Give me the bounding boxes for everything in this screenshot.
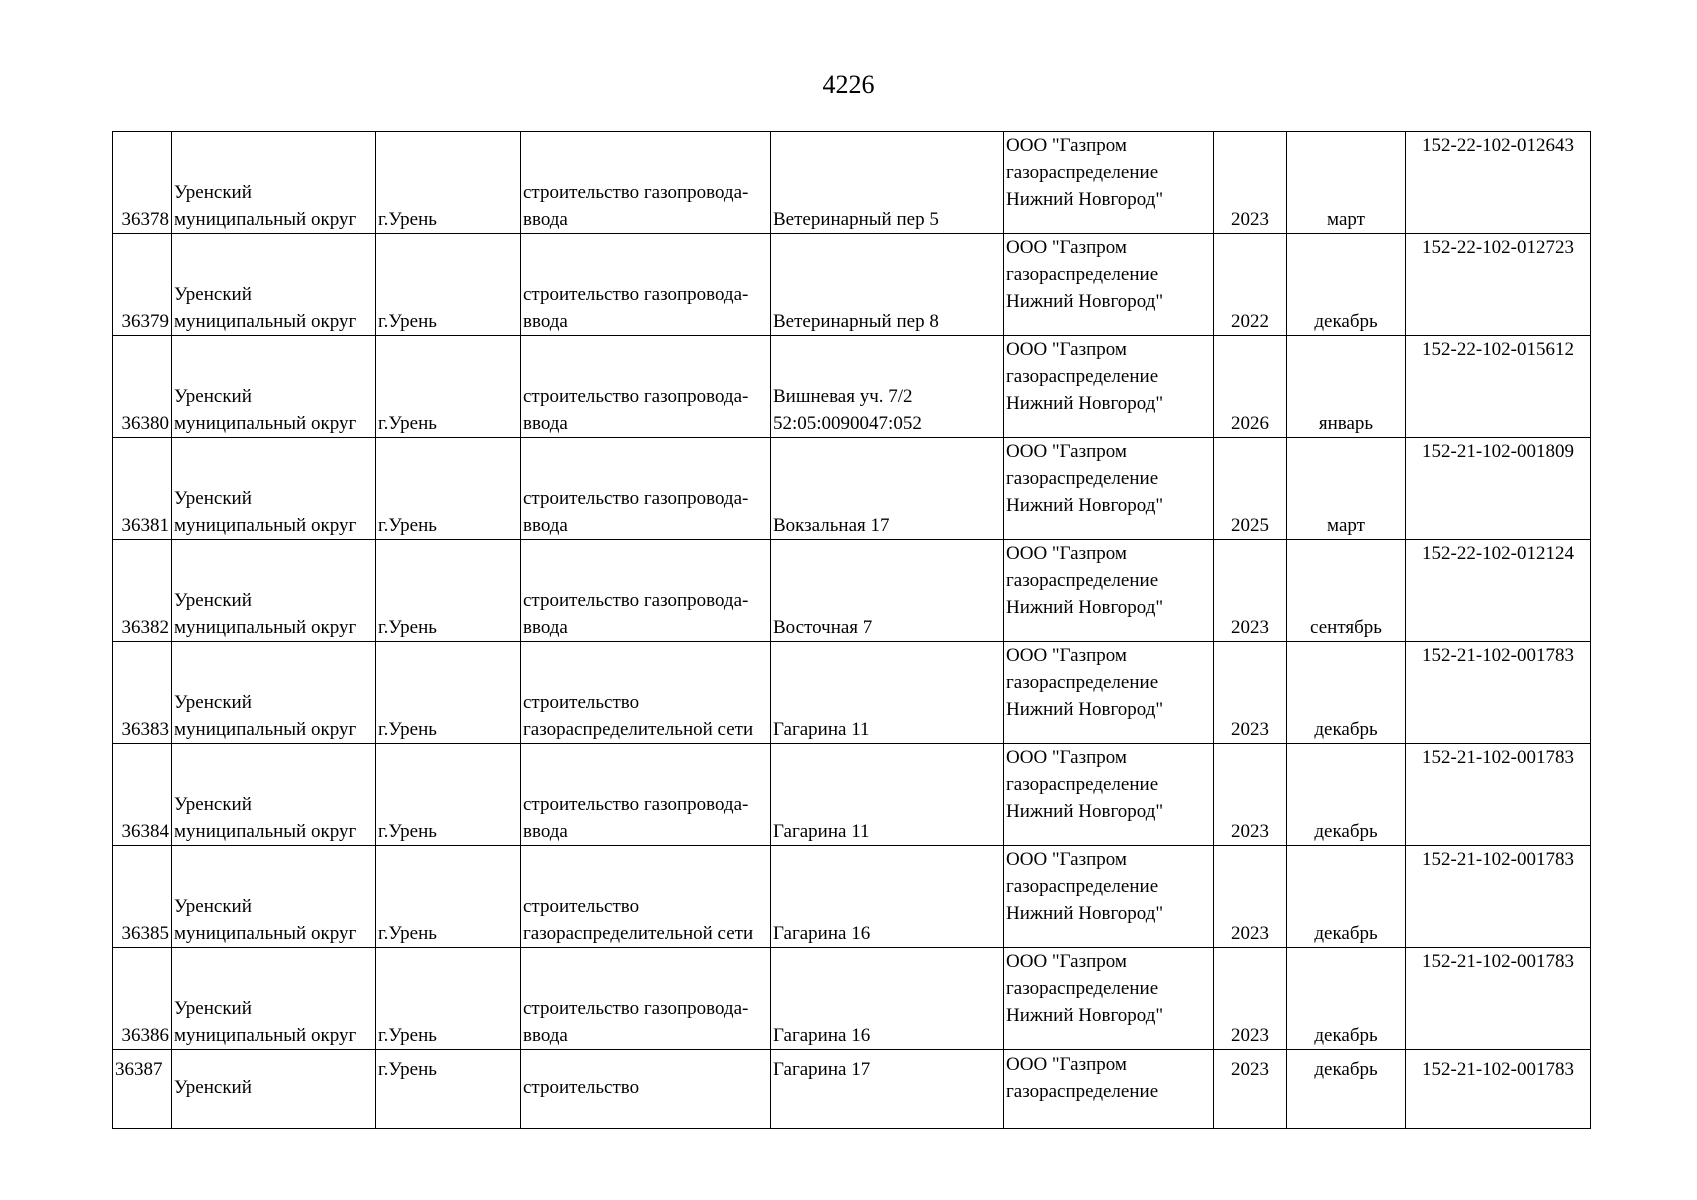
- organization-cell: [1004, 540, 1214, 642]
- row-number-cell: 36383: [113, 642, 172, 744]
- organization-line: ООО "Газпром: [1006, 645, 1127, 666]
- district-line: Уренский: [174, 284, 252, 305]
- district-line: Уренский: [174, 488, 252, 509]
- row-number-cell: 36382: [113, 540, 172, 642]
- organization-line: ООО "Газпром: [1006, 237, 1127, 258]
- table-row: [113, 948, 1591, 1050]
- district-cell: [172, 1050, 376, 1129]
- district-line: Уренский: [174, 1077, 252, 1098]
- district-line: Уренский: [174, 386, 252, 407]
- table-row: [113, 846, 1591, 948]
- work-type-line: строительство газопровода-: [523, 590, 749, 611]
- organization-line: ООО "Газпром: [1006, 951, 1127, 972]
- year-cell: 2023: [1214, 1050, 1287, 1129]
- work-type-line: строительство газопровода-: [523, 998, 749, 1019]
- row-number-cell: 36385: [113, 846, 172, 948]
- organization-line: ООО "Газпром: [1006, 135, 1127, 156]
- work-type-line: строительство газопровода-: [523, 386, 749, 407]
- table-row: [113, 540, 1591, 642]
- work-type-line: ввода: [523, 311, 568, 332]
- organization-line: Нижний Новгород": [1006, 291, 1164, 312]
- code-cell: 152-22-102-012643: [1406, 132, 1591, 234]
- table-row: [113, 1050, 1591, 1129]
- work-type-line: ввода: [523, 515, 568, 536]
- address-cell: [771, 132, 1004, 234]
- city-cell: г.Урень: [376, 438, 521, 540]
- organization-line: ООО "Газпром: [1006, 849, 1127, 870]
- address-line: Вишневая уч. 7/2: [773, 386, 913, 407]
- month-cell: декабрь: [1287, 642, 1406, 744]
- organization-line: Нижний Новгород": [1006, 495, 1164, 516]
- work-type-line: строительство: [523, 692, 640, 713]
- city-cell: г.Урень: [376, 642, 521, 744]
- page-number: 4226: [822, 70, 875, 99]
- organization-cell: [1004, 132, 1214, 234]
- district-cell: [172, 948, 376, 1050]
- organization-line: газораспределение: [1006, 1081, 1159, 1102]
- organization-cell: [1004, 438, 1214, 540]
- district-line: муниципальный округ: [174, 923, 357, 944]
- organization-cell: [1004, 234, 1214, 336]
- address-line: Восточная 7: [773, 617, 873, 638]
- work-type-line: строительство газопровода-: [523, 182, 749, 203]
- work-type-line: ввода: [523, 413, 568, 434]
- address-line: Гагарина 16: [773, 923, 871, 944]
- address-cell: [771, 642, 1004, 744]
- code-cell: 152-22-102-012124: [1406, 540, 1591, 642]
- city-cell: г.Урень: [376, 1050, 521, 1129]
- address-cell: [771, 234, 1004, 336]
- year-cell: 2023: [1214, 540, 1287, 642]
- address-cell: [771, 846, 1004, 948]
- month-cell: март: [1287, 132, 1406, 234]
- month-cell: март: [1287, 438, 1406, 540]
- district-cell: [172, 438, 376, 540]
- organization-cell: [1004, 1050, 1214, 1129]
- work-type-line: строительство газопровода-: [523, 794, 749, 815]
- district-line: Уренский: [174, 896, 252, 917]
- city-cell: г.Урень: [376, 948, 521, 1050]
- table-row: [113, 438, 1591, 540]
- organization-line: ООО "Газпром: [1006, 747, 1127, 768]
- city-cell: г.Урень: [376, 540, 521, 642]
- address-line: 52:05:0090047:052: [773, 413, 922, 434]
- organization-line: ООО "Газпром: [1006, 441, 1127, 462]
- year-cell: 2023: [1214, 846, 1287, 948]
- code-cell: 152-21-102-001783: [1406, 1050, 1591, 1129]
- organization-line: газораспределение: [1006, 672, 1159, 693]
- address-cell: [771, 540, 1004, 642]
- work-type-line: строительство газопровода-: [523, 488, 749, 509]
- organization-line: газораспределение: [1006, 366, 1159, 387]
- work-type-line: строительство: [523, 896, 640, 917]
- organization-line: Нижний Новгород": [1006, 189, 1164, 210]
- district-line: муниципальный округ: [174, 311, 357, 332]
- code-cell: 152-22-102-015612: [1406, 336, 1591, 438]
- address-cell: [771, 1050, 1004, 1129]
- city-cell: г.Урень: [376, 744, 521, 846]
- organization-line: газораспределение: [1006, 774, 1159, 795]
- city-cell: г.Урень: [376, 846, 521, 948]
- month-cell: сентябрь: [1287, 540, 1406, 642]
- organization-cell: [1004, 642, 1214, 744]
- month-cell: декабрь: [1287, 846, 1406, 948]
- code-cell: 152-21-102-001783: [1406, 744, 1591, 846]
- organization-line: Нижний Новгород": [1006, 1005, 1164, 1026]
- year-cell: 2022: [1214, 234, 1287, 336]
- organization-line: газораспределение: [1006, 468, 1159, 489]
- work-type-cell: [521, 846, 771, 948]
- table-row: [113, 336, 1591, 438]
- district-line: Уренский: [174, 794, 252, 815]
- year-cell: 2026: [1214, 336, 1287, 438]
- row-number-cell: 36378: [113, 132, 172, 234]
- work-type-line: ввода: [523, 1025, 568, 1046]
- organization-line: газораспределение: [1006, 876, 1159, 897]
- organization-cell: [1004, 948, 1214, 1050]
- district-line: Уренский: [174, 998, 252, 1019]
- month-cell: декабрь: [1287, 744, 1406, 846]
- organization-line: Нижний Новгород": [1006, 393, 1164, 414]
- district-cell: [172, 540, 376, 642]
- district-cell: [172, 132, 376, 234]
- organization-line: ООО "Газпром: [1006, 1054, 1127, 1075]
- district-cell: [172, 744, 376, 846]
- organization-cell: [1004, 744, 1214, 846]
- city-cell: г.Урень: [376, 336, 521, 438]
- address-line: Гагарина 11: [773, 719, 870, 740]
- address-cell: [771, 744, 1004, 846]
- address-line: Вокзальная 17: [773, 515, 890, 536]
- district-line: Уренский: [174, 182, 252, 203]
- address-line: Гагарина 11: [773, 821, 870, 842]
- district-line: муниципальный округ: [174, 413, 357, 434]
- code-cell: 152-22-102-012723: [1406, 234, 1591, 336]
- row-number-cell: 36386: [113, 948, 172, 1050]
- district-line: муниципальный округ: [174, 515, 357, 536]
- address-line: Гагарина 16: [773, 1025, 871, 1046]
- work-type-cell: [521, 642, 771, 744]
- code-cell: 152-21-102-001783: [1406, 846, 1591, 948]
- organization-cell: [1004, 846, 1214, 948]
- code-cell: 152-21-102-001783: [1406, 948, 1591, 1050]
- work-type-cell: [521, 540, 771, 642]
- row-number-cell: 36381: [113, 438, 172, 540]
- organization-line: ООО "Газпром: [1006, 543, 1127, 564]
- year-cell: 2025: [1214, 438, 1287, 540]
- year-cell: 2023: [1214, 744, 1287, 846]
- address-line: Ветеринарный пер 8: [773, 311, 939, 332]
- month-cell: декабрь: [1287, 948, 1406, 1050]
- address-cell: [771, 438, 1004, 540]
- year-cell: 2023: [1214, 948, 1287, 1050]
- work-type-cell: [521, 744, 771, 846]
- address-line: Ветеринарный пер 5: [773, 209, 939, 230]
- city-cell: г.Урень: [376, 132, 521, 234]
- work-type-cell: [521, 336, 771, 438]
- district-line: муниципальный округ: [174, 821, 357, 842]
- address-line: Гагарина 17: [773, 1059, 871, 1080]
- work-type-line: газораспределительной сети: [523, 719, 754, 740]
- district-line: муниципальный округ: [174, 617, 357, 638]
- organization-cell: [1004, 336, 1214, 438]
- year-cell: 2023: [1214, 132, 1287, 234]
- district-cell: [172, 336, 376, 438]
- district-line: Уренский: [174, 692, 252, 713]
- district-cell: [172, 642, 376, 744]
- organization-line: Нижний Новгород": [1006, 699, 1164, 720]
- row-number-cell: 36384: [113, 744, 172, 846]
- table-row: [113, 642, 1591, 744]
- code-cell: 152-21-102-001783: [1406, 642, 1591, 744]
- row-number-cell: 36379: [113, 234, 172, 336]
- organization-line: газораспределение: [1006, 570, 1159, 591]
- month-cell: декабрь: [1287, 234, 1406, 336]
- organization-line: газораспределение: [1006, 264, 1159, 285]
- work-type-line: ввода: [523, 617, 568, 638]
- work-type-cell: [521, 234, 771, 336]
- district-line: муниципальный округ: [174, 719, 357, 740]
- district-cell: [172, 846, 376, 948]
- year-cell: 2023: [1214, 642, 1287, 744]
- work-type-line: ввода: [523, 209, 568, 230]
- work-type-line: газораспределительной сети: [523, 923, 754, 944]
- work-type-line: строительство: [523, 1077, 640, 1098]
- table-row: [113, 132, 1591, 234]
- month-cell: декабрь: [1287, 1050, 1406, 1129]
- organization-line: Нижний Новгород": [1006, 903, 1164, 924]
- organization-line: газораспределение: [1006, 162, 1159, 183]
- work-type-line: ввода: [523, 821, 568, 842]
- work-type-line: строительство газопровода-: [523, 284, 749, 305]
- organization-line: ООО "Газпром: [1006, 339, 1127, 360]
- organization-line: газораспределение: [1006, 978, 1159, 999]
- work-type-cell: [521, 1050, 771, 1129]
- row-number-cell: 36387: [113, 1050, 172, 1129]
- registry-table: [112, 131, 1591, 1129]
- district-line: муниципальный округ: [174, 1025, 357, 1046]
- address-cell: [771, 948, 1004, 1050]
- district-cell: [172, 234, 376, 336]
- organization-line: Нижний Новгород": [1006, 801, 1164, 822]
- table-row: [113, 234, 1591, 336]
- code-cell: 152-21-102-001809: [1406, 438, 1591, 540]
- work-type-cell: [521, 132, 771, 234]
- month-cell: январь: [1287, 336, 1406, 438]
- district-line: Уренский: [174, 590, 252, 611]
- district-line: муниципальный округ: [174, 209, 357, 230]
- work-type-cell: [521, 438, 771, 540]
- row-number-cell: 36380: [113, 336, 172, 438]
- city-cell: г.Урень: [376, 234, 521, 336]
- work-type-cell: [521, 948, 771, 1050]
- address-cell: [771, 336, 1004, 438]
- table-row: [113, 744, 1591, 846]
- organization-line: Нижний Новгород": [1006, 597, 1164, 618]
